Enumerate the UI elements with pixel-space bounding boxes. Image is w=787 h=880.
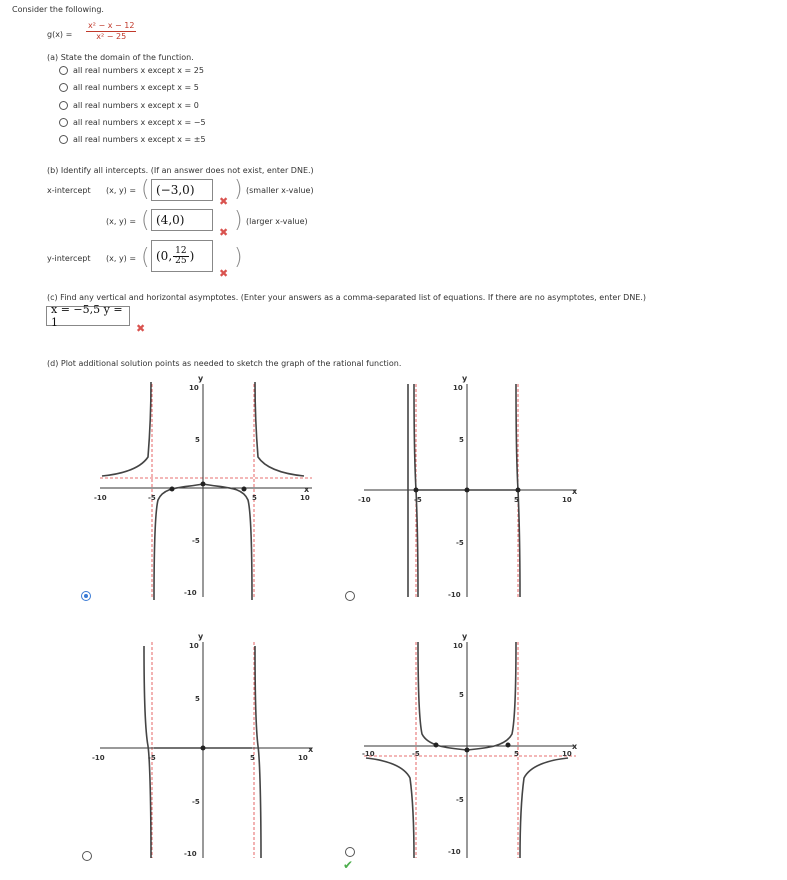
y-intercept-input[interactable] — [151, 240, 213, 272]
x-tick-neg5: -5 — [148, 754, 156, 762]
y-tick-neg10: -10 — [184, 850, 197, 858]
graph-option-2[interactable] — [356, 372, 584, 602]
curve-left-branch — [144, 646, 151, 858]
incorrect-mark-asymptotes: ✖ — [136, 322, 146, 335]
domain-option-3-radio[interactable] — [59, 101, 68, 110]
domain-option-1-label: all real numbers x except x = 25 — [73, 66, 204, 75]
x-tick-5: 5 — [252, 494, 257, 502]
graph-option-3[interactable] — [92, 630, 320, 862]
incorrect-mark-1: ✖ — [219, 195, 229, 208]
part-b-prompt: (b) Identify all intercepts. (If an answer does not exist, enter DNE.) — [47, 166, 314, 175]
domain-option-5-label: all real numbers x except x = ±5 — [73, 135, 206, 144]
curve-left-branch — [366, 758, 414, 858]
point-2 — [201, 482, 206, 487]
x-tick-neg5: -5 — [412, 750, 420, 758]
y-tick-neg5: -5 — [192, 537, 200, 545]
y-tick-10: 10 — [453, 384, 463, 392]
y-intercept-denominator: 25 — [175, 255, 187, 266]
point-3 — [516, 488, 521, 493]
x-intercept-label: x-intercept — [47, 186, 91, 195]
x-tick-5: 5 — [514, 496, 519, 504]
x-tick-5: 5 — [250, 754, 255, 762]
y-tick-neg10: -10 — [448, 591, 461, 599]
graph-option-4[interactable] — [356, 630, 584, 862]
function-fraction — [86, 21, 136, 42]
close-paren-3: ) — [234, 245, 243, 270]
curve-left-branch — [102, 382, 151, 476]
point-3 — [242, 487, 247, 492]
x-tick-neg10: -10 — [358, 496, 371, 504]
xy-label-2: (x, y) = — [106, 217, 137, 226]
point-1 — [201, 746, 206, 751]
x-tick-neg5: -5 — [414, 496, 422, 504]
x-intercept-smaller-input[interactable]: (−3,0) — [151, 179, 213, 201]
y-tick-neg5: -5 — [456, 796, 464, 804]
x-tick-neg5: -5 — [148, 494, 156, 502]
domain-option-4-radio[interactable] — [59, 118, 68, 127]
smaller-x-note: (smaller x-value) — [246, 186, 314, 195]
y-intercept-prefix: (0, — [156, 249, 173, 263]
intro-text: Consider the following. — [12, 5, 104, 14]
curve-right-branch — [520, 758, 568, 858]
y-axis-label: y — [462, 632, 468, 641]
domain-option-2-radio[interactable] — [59, 83, 68, 92]
asymptotes-input[interactable]: x = −5,5 y = 1 — [46, 306, 130, 326]
domain-option-5-radio[interactable] — [59, 135, 68, 144]
open-paren-1: ( — [141, 177, 150, 202]
point-2 — [465, 488, 470, 493]
x-intercept-larger-input[interactable]: (4,0) — [151, 209, 213, 231]
correct-checkmark: ✔ — [343, 858, 354, 872]
y-tick-5: 5 — [459, 691, 464, 699]
point-1 — [434, 743, 439, 748]
graph-option-3-radio[interactable] — [82, 851, 92, 861]
y-tick-neg5: -5 — [192, 798, 200, 806]
x-axis-label: x — [304, 485, 310, 494]
x-tick-10: 10 — [562, 496, 572, 504]
x-tick-neg10: -10 — [362, 750, 375, 758]
curve-right-branch — [255, 382, 304, 476]
y-tick-10: 10 — [189, 642, 199, 650]
close-paren-1: ) — [234, 177, 243, 202]
y-tick-10: 10 — [189, 384, 199, 392]
x-axis-label: x — [572, 742, 578, 751]
x-axis-label: x — [308, 745, 314, 754]
point-2 — [465, 748, 470, 753]
open-paren-3: ( — [141, 245, 150, 270]
domain-option-3-label: all real numbers x except x = 0 — [73, 101, 199, 110]
function-name: g(x) = — [47, 30, 73, 39]
x-tick-10: 10 — [300, 494, 310, 502]
part-c-prompt: (c) Find any vertical and horizontal asymptotes. (Enter your answers as a comma-separated list of equations. If there are no asymptotes, enter DNE.) — [47, 293, 647, 302]
domain-option-1-radio[interactable] — [59, 66, 68, 75]
x-tick-neg10: -10 — [94, 494, 107, 502]
x-axis-label: x — [572, 487, 578, 496]
xy-label-1: (x, y) = — [106, 186, 137, 195]
x-tick-10: 10 — [562, 750, 572, 758]
y-tick-neg10: -10 — [184, 589, 197, 597]
part-a-prompt: (a) State the domain of the function. — [47, 53, 194, 62]
y-tick-neg10: -10 — [448, 848, 461, 856]
y-tick-5: 5 — [195, 436, 200, 444]
function-denominator: x² − 25 — [96, 32, 127, 41]
x-tick-5: 5 — [514, 750, 519, 758]
x-tick-neg10: -10 — [92, 754, 105, 762]
point-1 — [414, 488, 419, 493]
domain-option-4-label: all real numbers x except x = −5 — [73, 118, 206, 127]
y-axis-label: y — [462, 374, 468, 383]
larger-x-note: (larger x-value) — [246, 217, 308, 226]
xy-label-3: (x, y) = — [106, 254, 137, 263]
y-axis-label: y — [198, 632, 204, 641]
y-tick-5: 5 — [195, 695, 200, 703]
curve-right-branch — [255, 646, 261, 858]
y-intercept-numerator: 12 — [175, 245, 187, 256]
domain-option-2-label: all real numbers x except x = 5 — [73, 83, 199, 92]
function-numerator: x² − x − 12 — [88, 21, 135, 30]
y-tick-5: 5 — [459, 436, 464, 444]
y-tick-10: 10 — [453, 642, 463, 650]
point-3 — [506, 743, 511, 748]
y-intercept-suffix: ) — [189, 249, 195, 263]
y-axis-label: y — [198, 374, 204, 383]
y-intercept-label: y-intercept — [47, 254, 91, 263]
graph-option-1[interactable] — [92, 372, 320, 602]
open-paren-2: ( — [141, 208, 150, 233]
graph-option-2-radio[interactable] — [345, 591, 355, 601]
graph-option-1-radio[interactable] — [81, 591, 91, 601]
y-tick-neg5: -5 — [456, 539, 464, 547]
close-paren-2: ) — [234, 208, 243, 233]
graph-option-4-radio[interactable] — [345, 847, 355, 857]
incorrect-mark-2: ✖ — [219, 226, 229, 239]
part-d-prompt: (d) Plot additional solution points as needed to sketch the graph of the rational function. — [47, 359, 402, 368]
point-1 — [170, 487, 175, 492]
incorrect-mark-3: ✖ — [219, 267, 229, 280]
x-tick-10: 10 — [298, 754, 308, 762]
